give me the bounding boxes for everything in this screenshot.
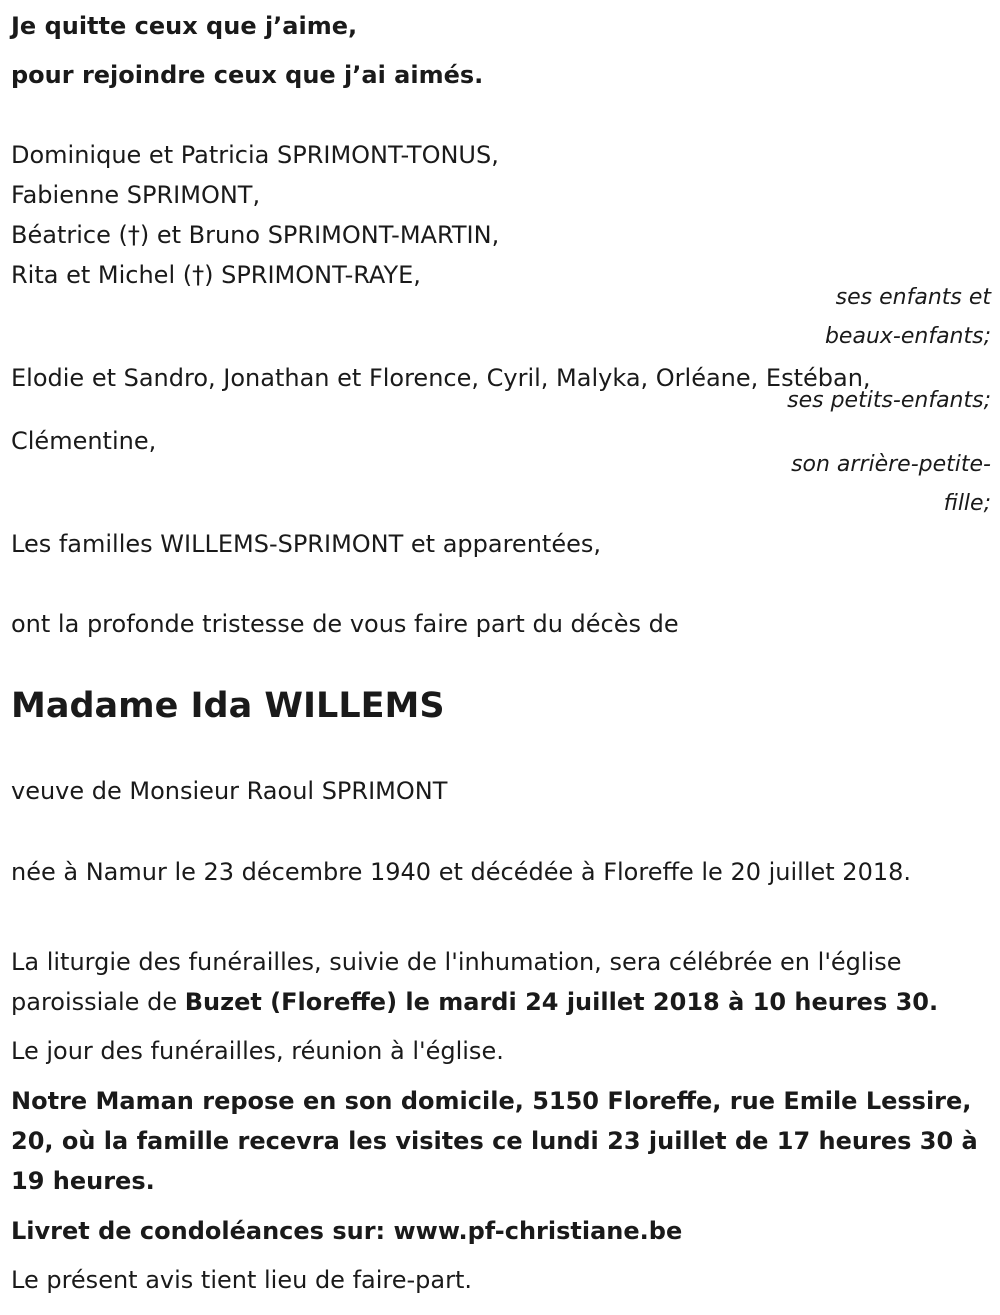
child-line-1: Dominique et Patricia SPRIMONT-TONUS, <box>11 141 499 169</box>
funeral-paragraph <box>11 942 989 1022</box>
great-grandchild-role-line-1: son arrière-petite- <box>791 452 991 477</box>
meeting-line: Le jour des funérailles, réunion à l'église. <box>11 1037 504 1065</box>
epigraph-line-2: pour rejoindre ceux que j’ai aimés. <box>11 61 484 89</box>
grandchildren-names: Elodie et Sandro, Jonathan et Florence, Cyril, Malyka, Orléane, Estéban, <box>11 364 871 392</box>
deceased-name: Madame Ida WILLEMS <box>11 686 445 726</box>
announcement-line: ont la profonde tristesse de vous faire part du décès de <box>11 610 679 638</box>
great-grandchild-role-line-2: fille; <box>943 491 991 516</box>
funeral-text: La liturgie des funérailles, suivie de l'inhumation, sera célébrée en l'église paroissiale de <box>11 948 902 1016</box>
condolences-line: Livret de condoléances sur: www.pf-christiane.be <box>11 1217 683 1245</box>
funeral-details: Buzet (Floreffe) le mardi 24 juillet 2018 à 10 heures 30. <box>184 988 939 1016</box>
families-line: Les familles WILLEMS-SPRIMONT et apparentées, <box>11 530 601 558</box>
child-line-4: Rita et Michel (†) SPRIMONT-RAYE, <box>11 261 421 289</box>
children-role-line-2: beaux-enfants; <box>824 324 991 349</box>
children-role-line-1: ses enfants et <box>835 285 991 310</box>
child-line-3: Béatrice (†) et Bruno SPRIMONT-MARTIN, <box>11 221 500 249</box>
grandchildren-role: ses petits-enfants; <box>787 388 991 413</box>
notice-line: Le présent avis tient lieu de faire-part. <box>11 1266 473 1294</box>
child-line-2: Fabienne SPRIMONT, <box>11 181 261 209</box>
visitation-paragraph: Notre Maman repose en son domicile, 5150 Floreffe, rue Emile Lessire, 20, où la famille recevra les visites ce lundi 23 juillet de 17 heures 30 à 19 heures. <box>11 1087 978 1195</box>
obituary-notice <box>11 0 991 1315</box>
epigraph-line-1: Je quitte ceux que j’aime, <box>11 12 358 40</box>
great-grandchild-name: Clémentine, <box>11 427 157 455</box>
birth-death-paragraph: née à Namur le 23 décembre 1940 et décédée à Floreffe le 20 juillet 2018. <box>11 858 912 886</box>
widow-of-line: veuve de Monsieur Raoul SPRIMONT <box>11 777 448 805</box>
